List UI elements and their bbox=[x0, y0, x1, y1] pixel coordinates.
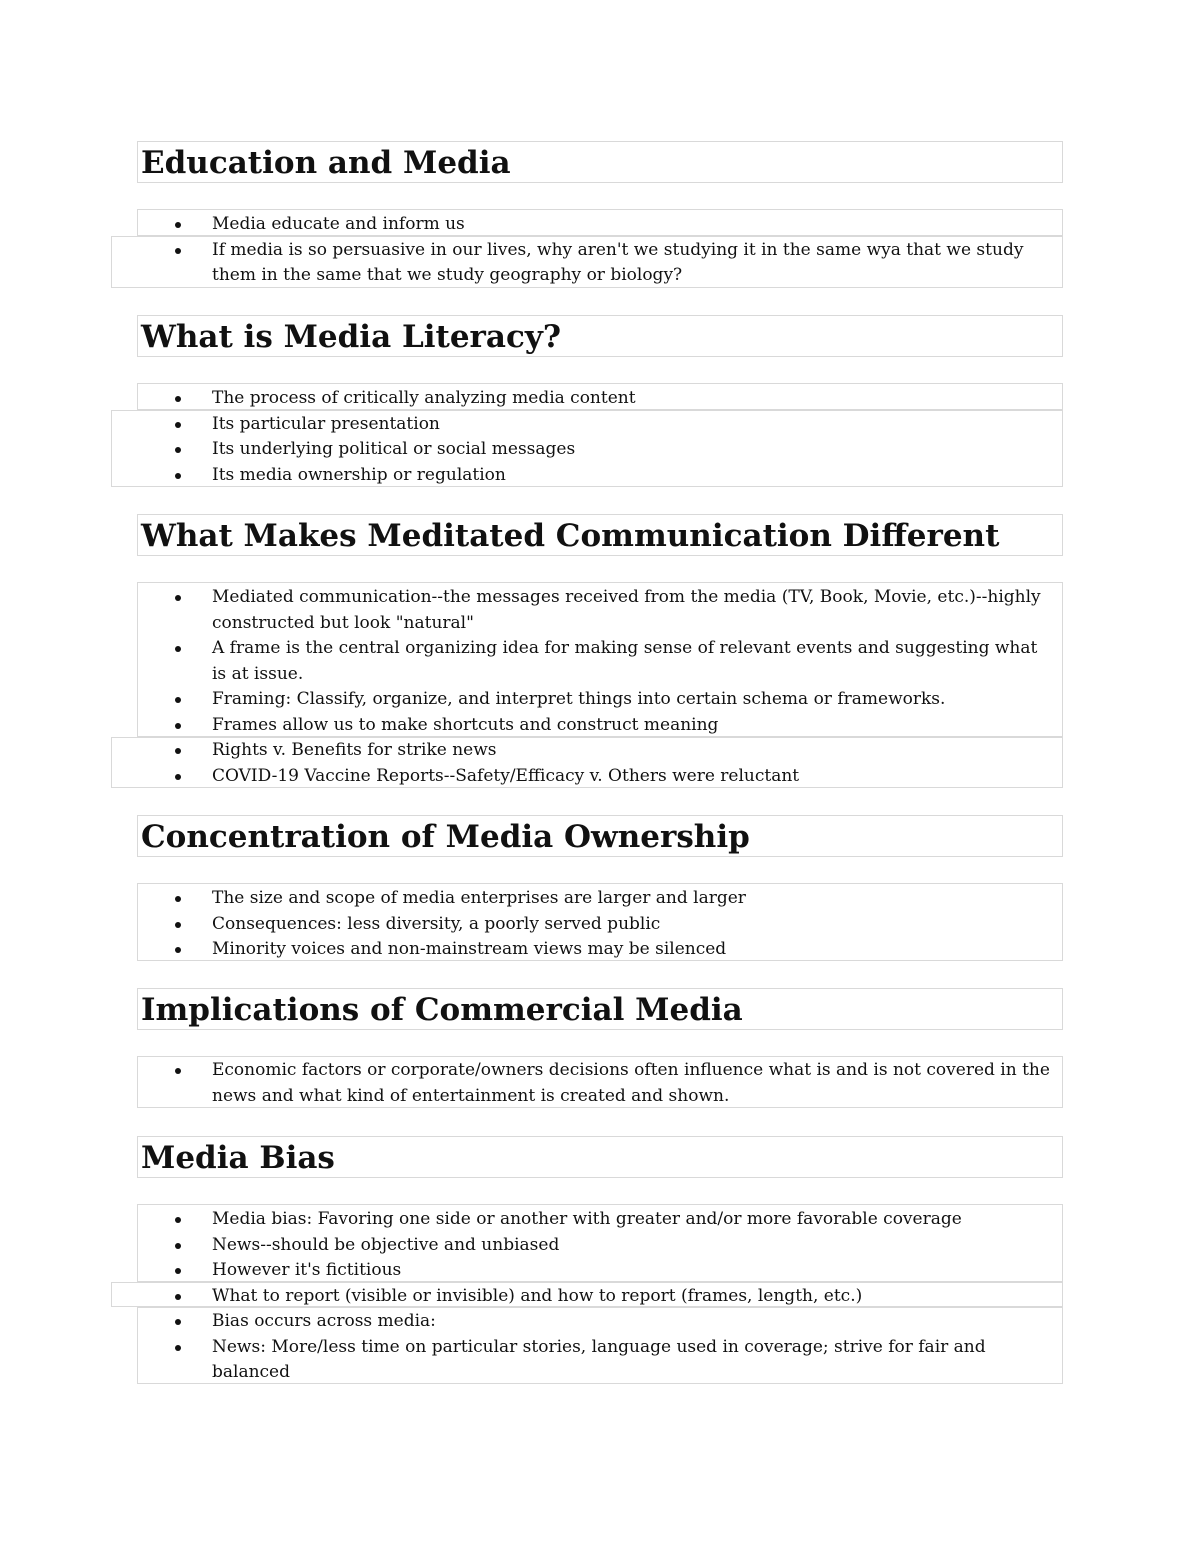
bullet-list-media-bias bbox=[212, 1207, 1052, 1386]
bullet-item: Framing: Classify, organize, and interpret things into certain schema or frameworks. bbox=[212, 687, 1052, 713]
section-heading-mediated-communication: What Makes Meditated Communication Different bbox=[141, 518, 1000, 554]
bullet-item: Media educate and inform us bbox=[212, 212, 1052, 238]
bullet-item: Economic factors or corporate/owners decisions often influence what is and is not covered in the news and what kind of entertainment is created and shown. bbox=[212, 1058, 1052, 1109]
bullet-item: Its media ownership or regulation bbox=[212, 463, 1052, 489]
bullet-item: Its underlying political or social messages bbox=[212, 437, 1052, 463]
bullet-item: If media is so persuasive in our lives, why aren't we studying it in the same wya that we study them in the same that we study geography or biology? bbox=[212, 238, 1052, 289]
section-heading-commercial-media: Implications of Commercial Media bbox=[141, 992, 743, 1028]
bullet-item: Minority voices and non-mainstream views may be silenced bbox=[212, 937, 1052, 963]
bullet-item: Bias occurs across media: bbox=[212, 1309, 1052, 1335]
bullet-list-media-literacy bbox=[212, 386, 1052, 488]
bullet-item: Its particular presentation bbox=[212, 412, 1052, 438]
section-heading-media-ownership: Concentration of Media Ownership bbox=[141, 819, 750, 855]
bullet-list-media-ownership bbox=[212, 886, 1052, 963]
bullet-list-mediated-communication bbox=[212, 585, 1052, 789]
bullet-item: News: More/less time on particular stories, language used in coverage; strive for fair and balanced bbox=[212, 1335, 1052, 1386]
bullet-item: Rights v. Benefits for strike news bbox=[212, 738, 1052, 764]
bullet-item: A frame is the central organizing idea for making sense of relevant events and suggesting what is at issue. bbox=[212, 636, 1052, 687]
bullet-item: COVID-19 Vaccine Reports--Safety/Efficacy v. Others were reluctant bbox=[212, 764, 1052, 790]
bullet-item: Media bias: Favoring one side or another with greater and/or more favorable coverage bbox=[212, 1207, 1052, 1233]
section-heading-media-bias: Media Bias bbox=[141, 1140, 335, 1176]
section-heading-media-literacy: What is Media Literacy? bbox=[141, 319, 562, 355]
bullet-item: What to report (visible or invisible) and how to report (frames, length, etc.) bbox=[212, 1284, 1052, 1310]
bullet-list-commercial-media bbox=[212, 1058, 1052, 1109]
bullet-item: News--should be objective and unbiased bbox=[212, 1233, 1052, 1259]
bullet-item: However it's fictitious bbox=[212, 1258, 1052, 1284]
section-heading-education-and-media: Education and Media bbox=[141, 145, 511, 181]
bullet-list-education-and-media bbox=[212, 212, 1052, 289]
bullet-item: Consequences: less diversity, a poorly served public bbox=[212, 912, 1052, 938]
bullet-item: The process of critically analyzing media content bbox=[212, 386, 1052, 412]
bullet-item: Mediated communication--the messages received from the media (TV, Book, Movie, etc.)--highly constructed but look "natural" bbox=[212, 585, 1052, 636]
bullet-item: The size and scope of media enterprises are larger and larger bbox=[212, 886, 1052, 912]
bullet-item: Frames allow us to make shortcuts and construct meaning bbox=[212, 713, 1052, 739]
